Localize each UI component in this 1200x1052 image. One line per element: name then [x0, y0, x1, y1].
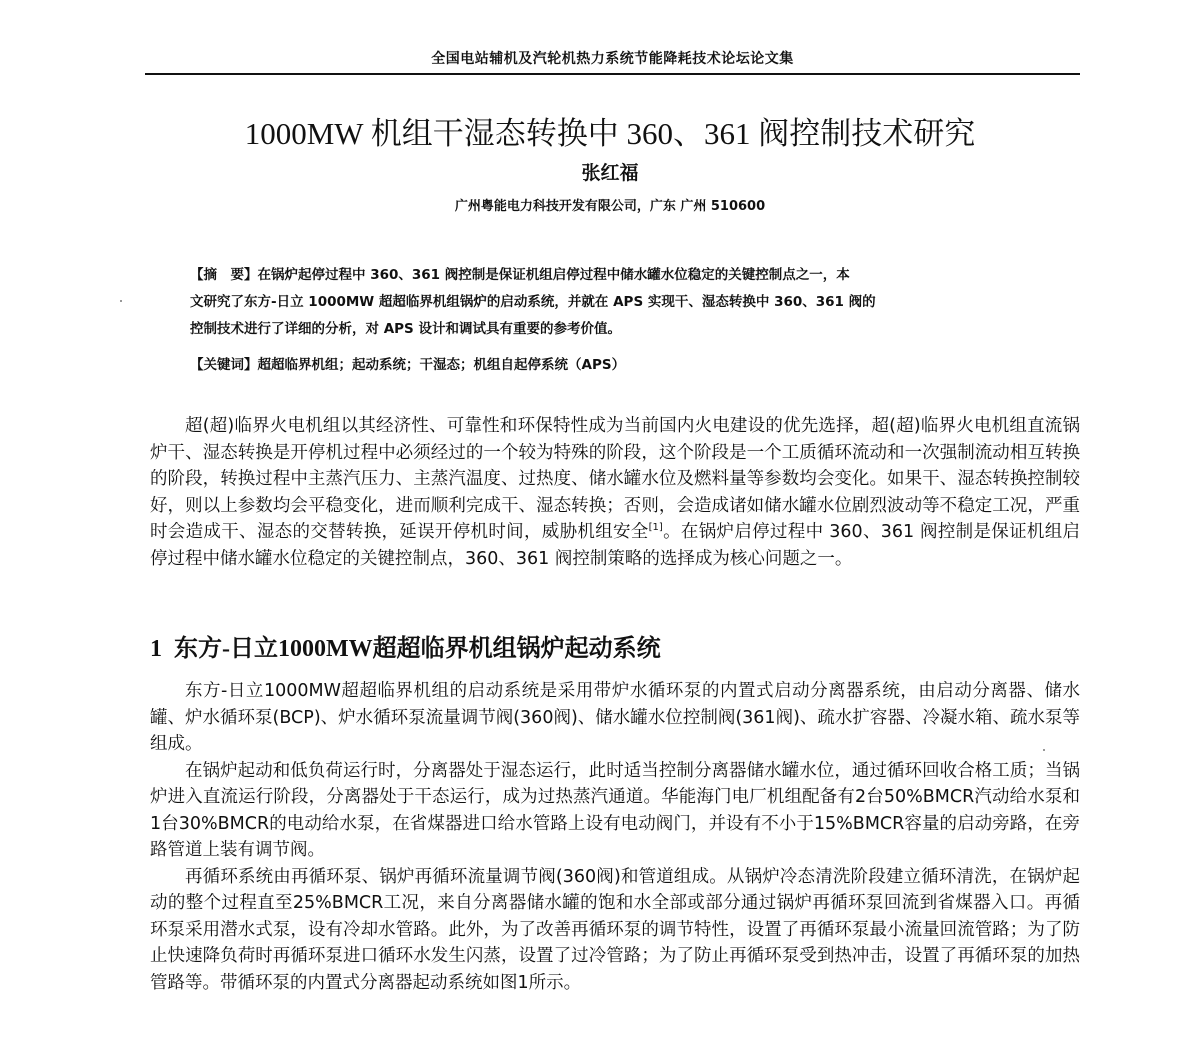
abstract-line-2: 文研究了东方-日立 1000MW 超超临界机组锅炉的启动系统，并就在 APS 实现干、湿态转换中 360、361 阀的	[190, 294, 876, 310]
section-number: 1	[150, 636, 162, 662]
running-header: 全国电站辅机及汽轮机热力系统节能降耗技术论坛论文集	[431, 51, 794, 67]
scan-speck	[1043, 749, 1045, 751]
section-1-paragraph-3: 再循环系统由再循环泵、锅炉再循环流量调节阀(360阀)和管道组成。从锅炉冷态清洗阶段建立循环清洗，在锅炉起动的整个过程直至25%BMCR工况，来自分离器储水罐的饱和水全部或部分通过锅炉再循环泵回流到省煤器入口。再循环泵采用潜水式泵，设有冷却水管路。此外，为了改善再循环泵的调节特性，设置了再循环泵最小流量回流管路；为了防止快速降负荷时再循环泵进口循环水发生闪蒸，设置了过冷管路；为了防止再循环泵受到热冲击，设置了再循环泵的加热管路等。带循环泵的内置式分离器起动系统如图1所示。	[150, 866, 1080, 993]
keywords-text: 超超临界机组；起动系统；干湿态；机组自起停系统（APS）	[257, 357, 626, 373]
citation-ref[interactable]: [1]	[648, 522, 663, 534]
author-name: 张红福	[581, 162, 639, 184]
abstract	[190, 262, 1040, 343]
abstract-line-1: 【摘 要】在锅炉起停过程中 360、361 阀控制是保证机组启停过程中储水罐水位稳定的关键控制点之一，本	[190, 267, 850, 283]
abstract-label: 【摘 要】	[190, 267, 258, 283]
section-1-heading	[150, 628, 1050, 663]
keywords-label: 【关键词】	[190, 357, 258, 373]
section-1-body	[150, 678, 1080, 996]
intro-paragraph: 超(超)临界火电机组以其经济性、可靠性和环保特性成为当前国内火电建设的优先选择，超(超)临界火电机组直流锅炉干、湿态转换是开停机过程中必须经过的一个较为特殊的阶段，这个阶段是一个工质循环流动和一次强制流动相互转换的阶段，转换过程中主蒸汽压力、主蒸汽温度、过热度、储水罐水位及燃料量等参数均会变化。如果干、湿态转换控制较好，则以上参数均会平稳变化，进而顺利完成干、湿态转换；否则，会造成诸如储水罐水位剧烈波动等不稳定工况，严重时会造成干、湿态的交替转换，延误开停机时间，威胁机组安全[1]。在锅炉启停过程中 360、361 阀控制是保证机组启停过程中储水罐水位稳定的关键控制点，360、361 阀控制策略的选择成为核心问题之一。	[150, 416, 1080, 569]
abstract-line-3: 控制技术进行了详细的分析，对 APS 设计和调试具有重要的参考价值。	[190, 321, 621, 337]
section-1-paragraph-2: 在锅炉起动和低负荷运行时，分离器处于湿态运行，此时适当控制分离器储水罐水位，通过循环回收合格工质；当锅炉进入直流运行阶段，分离器处于干态运行，成为过热蒸汽通道。华能海门电厂机组配备有2台50%BMCR汽动给水泵和1台30%BMCR的电动给水泵，在省煤器进口给水管路上设有电动阀门，并设有不小于15%BMCR容量的启动旁路，在旁路管道上装有调节阀。	[150, 760, 1080, 860]
scan-speck	[120, 300, 122, 302]
section-title: 东方-日立1000MW超超临界机组锅炉起动系统	[174, 636, 661, 662]
paper-title: 1000MW 机组干湿态转换中 360、361 阀控制技术研究	[244, 116, 976, 151]
introduction	[150, 413, 1080, 572]
author-affiliation: 广州粤能电力科技开发有限公司，广东 广州 510600	[454, 199, 766, 214]
keywords	[190, 353, 1040, 373]
header-rule	[145, 73, 1080, 75]
section-1-paragraph-1: 东方-日立1000MW超超临界机组的启动系统是采用带炉水循环泵的内置式启动分离器系统，由启动分离器、储水罐、炉水循环泵(BCP)、炉水循环泵流量调节阀(360阀)、储水罐水位控制阀(361阀)、疏水扩容器、冷凝水箱、疏水泵等组成。	[150, 681, 1080, 754]
